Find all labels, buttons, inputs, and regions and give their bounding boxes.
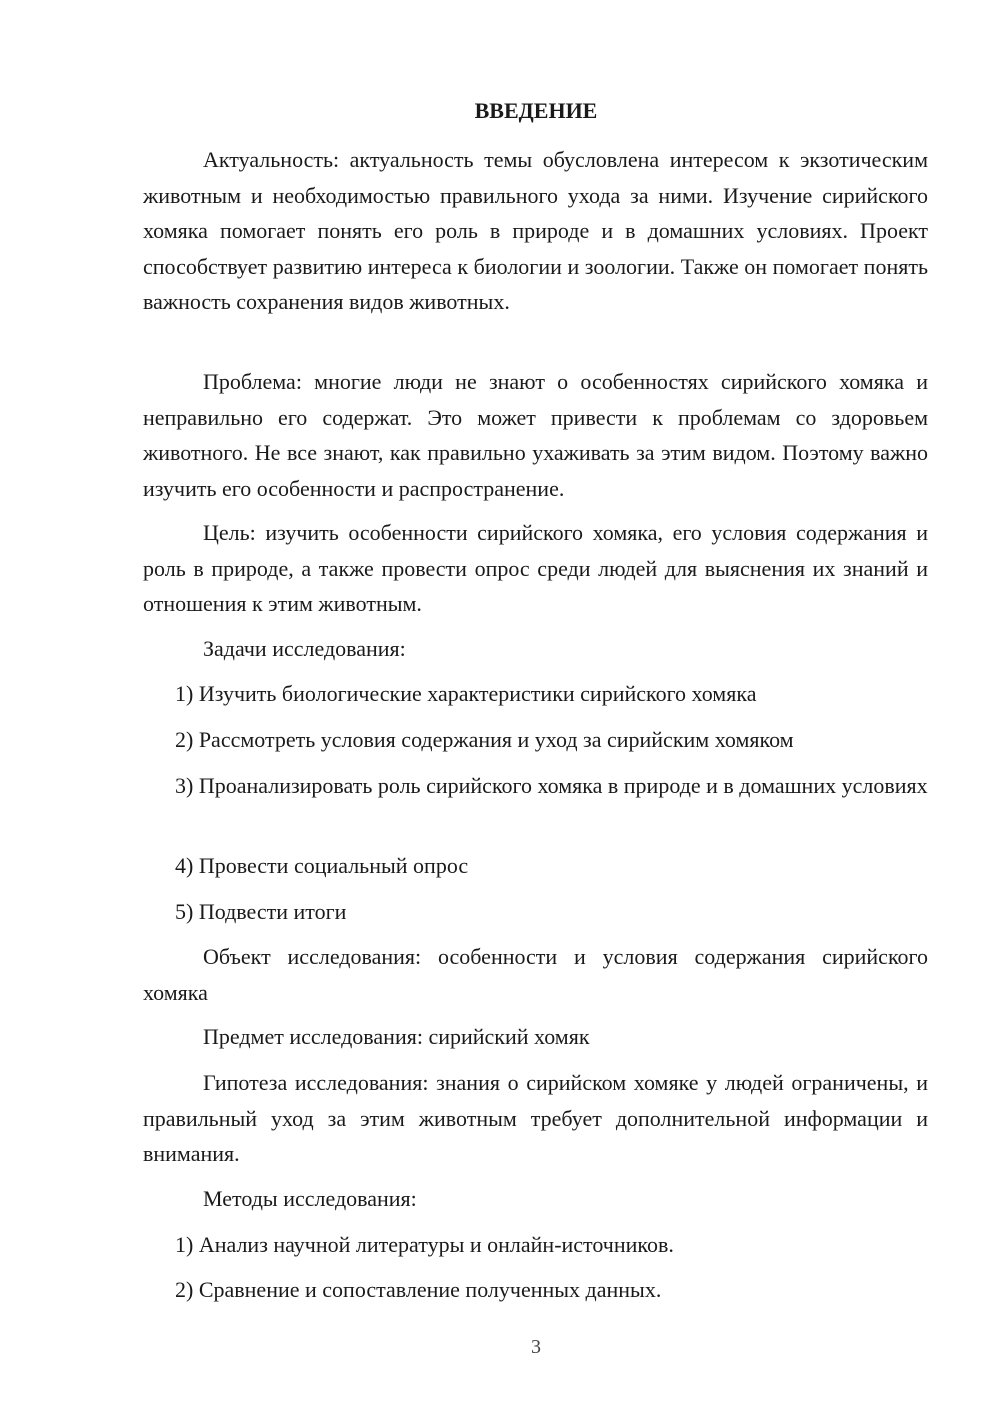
paragraph-goal: Цель: изучить особенности сирийского хомяка, его условия содержания и роль в природе, а также провести опрос среди людей для выяснения их знаний и отношения к этим животным. (143, 520, 928, 616)
paragraph-relevance: Актуальность: актуальность темы обусловлена интересом к экзотическим животным и необходимостью правильного ухода за ними. Изучение сирийского хомяка помогает понять его роль в природе и в домашних условиях. Проект способствует развитию интереса к биологии и зоологии. Также он помогает понять важность сохранения видов животных. (143, 147, 928, 314)
section-heading: ВВЕДЕНИЕ (474, 98, 598, 123)
paragraph-object: Объект исследования: особенности и условия содержания сирийского хомяка (143, 944, 928, 1005)
task-item-3: 3) Проанализировать роль сирийского хомяка в природе и в домашних условиях (175, 773, 928, 798)
task-item-5: 5) Подвести итоги (175, 899, 347, 924)
paragraph-subject: Предмет исследования: сирийский хомяк (203, 1024, 590, 1049)
task-item-1: 1) Изучить биологические характеристики сирийского хомяка (175, 681, 757, 706)
paragraph-hypothesis: Гипотеза исследования: знания о сирийском хомяке у людей ограничены, и правильный уход за этим животным требует дополнительной информации и внимания. (143, 1070, 928, 1166)
paragraph-problem: Проблема: многие люди не знают о особенностях сирийского хомяка и неправильно его содержат. Это может привести к проблемам со здоровьем животного. Не все знают, как правильно ухаживать за этим видом. Поэтому важно изучить его особенности и распространение. (143, 369, 928, 501)
task-item-4: 4) Провести социальный опрос (175, 853, 469, 878)
paragraph-tasks-title: Задачи исследования: (203, 636, 406, 661)
task-item-2: 2) Рассмотреть условия содержания и уход за сирийским хомяком (175, 727, 794, 752)
paragraph-methods-title: Методы исследования: (203, 1186, 417, 1211)
method-item-1: 1) Анализ научной литературы и онлайн-источников. (175, 1232, 674, 1257)
page-number: 3 (531, 1336, 541, 1358)
method-item-2: 2) Сравнение и сопоставление полученных данных. (175, 1277, 662, 1302)
